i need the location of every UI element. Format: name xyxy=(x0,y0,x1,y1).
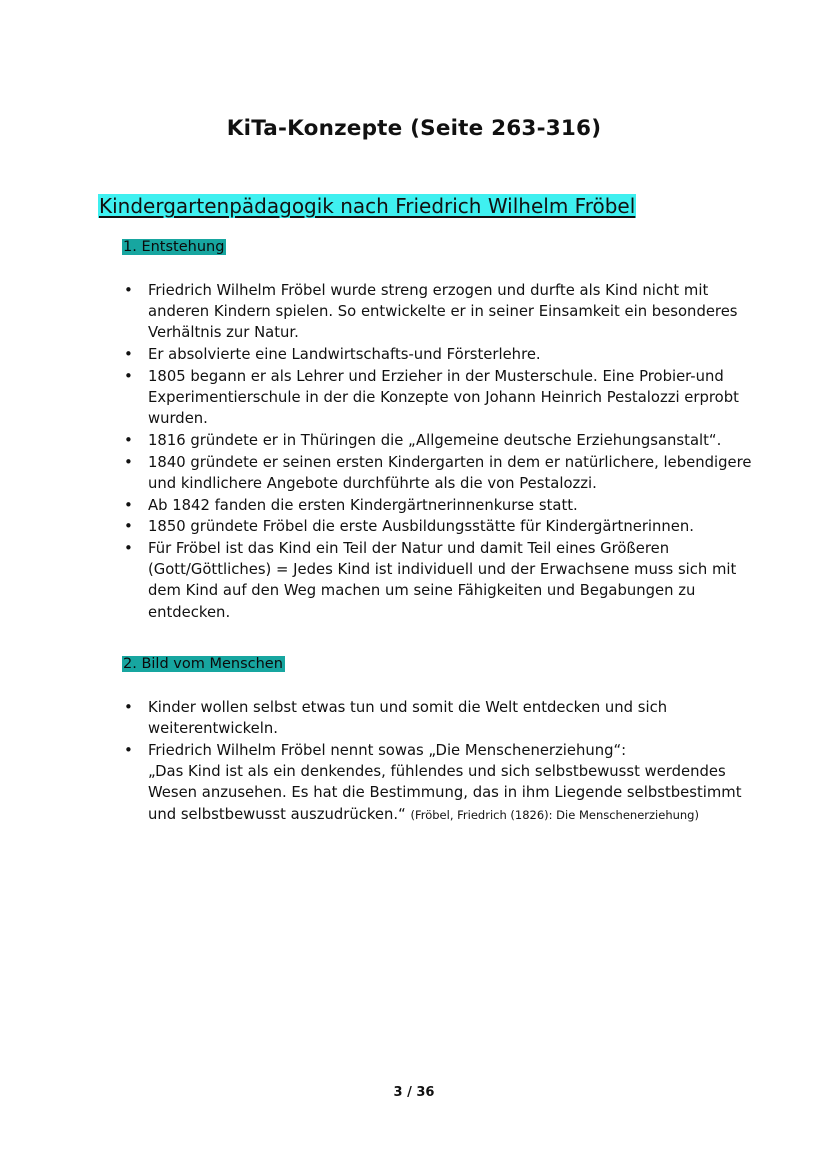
list-item-text: Ab 1842 fanden die ersten Kindergärtnerinnenkurse statt. xyxy=(148,496,578,514)
subsection-heading-entstehung xyxy=(122,236,226,258)
bullet-icon: • xyxy=(124,281,133,299)
subsection-heading-text: 1. Entstehung xyxy=(123,239,225,255)
bullet-icon: • xyxy=(124,495,133,514)
list-item xyxy=(122,697,758,739)
list-item-text: 1840 gründete er seinen ersten Kindergarten in dem er natürlichere, lebendigere und kindlichere Angebote durchführte als die von Pestalozzi. xyxy=(148,453,752,492)
list-item-quote xyxy=(122,740,758,826)
section-heading-text: Kindergartenpädagogik nach Friedrich Wilhelm Fröbel xyxy=(99,194,636,218)
bullet-list-entstehung xyxy=(122,280,758,623)
bullet-list-bild-vom-menschen xyxy=(122,697,758,826)
quote-intro: Friedrich Wilhelm Fröbel nennt sowas „Die Menschenerziehung“: xyxy=(148,741,627,759)
list-item xyxy=(122,344,758,365)
list-item-text: 1850 gründete Fröbel die erste Ausbildungsstätte für Kindergärtnerinnen. xyxy=(148,518,694,536)
bullet-icon: • xyxy=(124,366,133,385)
subsection-heading-text: 2. Bild vom Menschen xyxy=(123,656,283,672)
list-item-text: Kinder wollen selbst etwas tun und somit die Welt entdecken und sich weiterentwickeln. xyxy=(148,699,668,738)
list-item-text: Friedrich Wilhelm Fröbel wurde streng erzogen und durfte als Kind nicht mit anderen Kindern spielen. So entwickelte er in seiner Einsamkeit ein besonderes Verhältnis zur Natur. xyxy=(148,282,738,342)
bullet-icon: • xyxy=(124,698,133,716)
bullet-icon: • xyxy=(124,517,133,536)
page-number: 3 / 36 xyxy=(393,1085,435,1100)
list-item xyxy=(122,495,758,516)
list-item xyxy=(122,430,758,451)
section-heading xyxy=(98,191,636,221)
page-title: KiTa-Konzepte (Seite 263-316) xyxy=(226,116,602,141)
bullet-icon: • xyxy=(124,538,133,557)
bullet-icon: • xyxy=(124,740,133,759)
subsection-heading-bild-vom-menschen xyxy=(122,653,285,675)
bullet-icon: • xyxy=(124,452,133,471)
quote-citation: (Fröbel, Friedrich (1826): Die Menschenerziehung) xyxy=(410,807,699,822)
list-item xyxy=(122,452,758,494)
list-item xyxy=(122,280,758,344)
list-item-text: 1805 begann er als Lehrer und Erzieher in der Musterschule. Eine Probier-und Experimentierschule in der die Konzepte von Johann Heinrich Pestalozzi erprobt wurden. xyxy=(148,367,739,428)
list-item xyxy=(122,366,758,430)
list-item xyxy=(122,516,758,537)
list-item-text: 1816 gründete er in Thüringen die „Allgemeine deutsche Erziehungsanstalt“. xyxy=(148,431,722,449)
bullet-icon: • xyxy=(124,430,133,449)
quote-text: „Das Kind ist als ein denkendes, fühlendes und sich selbstbewusst werdendes Wesen anzusehen. Es hat die Bestimmung, das in ihm Liegende selbstbestimmt und selbstbewusst auszudrücken.“ xyxy=(148,763,742,823)
list-item-text: Er absolvierte eine Landwirtschafts-und Försterlehre. xyxy=(148,346,541,364)
bullet-icon: • xyxy=(124,345,133,364)
list-item xyxy=(122,538,758,623)
list-item-text: Für Fröbel ist das Kind ein Teil der Natur und damit Teil eines Größeren (Gott/Göttliches) = Jedes Kind ist individuell und der Erwachsene muss sich mit dem Kind auf den Weg machen um seine Fähigkeiten und Begabungen zu entdecken. xyxy=(148,539,737,621)
